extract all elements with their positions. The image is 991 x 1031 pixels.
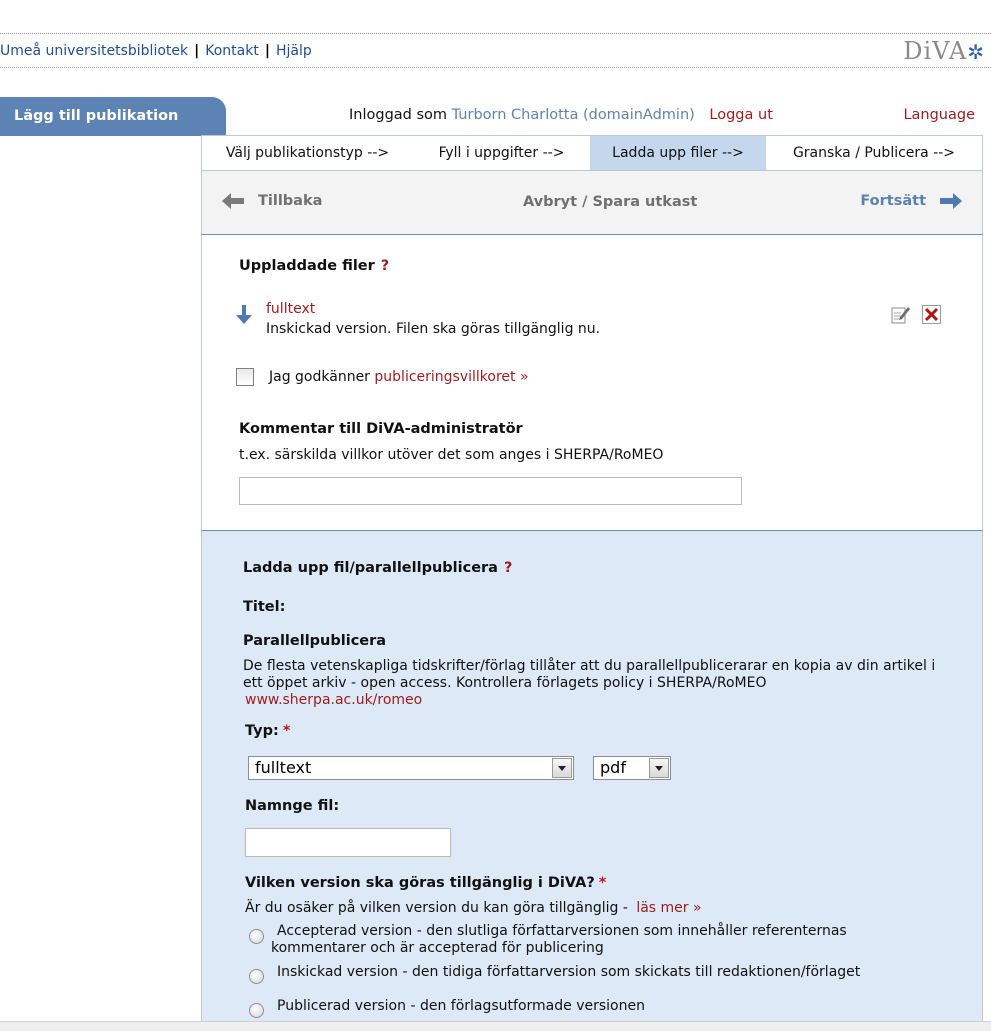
comment-hint: t.ex. särskilda villkor utöver det som anges i SHERPA/RoMEO [239, 447, 664, 463]
file-link-fulltext[interactable]: fulltext [266, 301, 316, 317]
file-description: Inskickad version. Filen ska göras tillgänglig nu. [266, 321, 601, 337]
format-select[interactable] [593, 756, 671, 780]
chevron-down-icon[interactable] [649, 758, 669, 778]
step-fill-details[interactable]: Fyll i uppgifter --> [438, 145, 565, 161]
edit-icon[interactable] [891, 305, 910, 324]
link-contact[interactable]: Kontakt [205, 43, 259, 59]
comment-input[interactable] [239, 477, 742, 505]
read-more-link[interactable]: läs mer » [636, 900, 702, 916]
continue-label: Fortsätt [860, 193, 926, 209]
accept-terms-label: Jag godkänner [269, 369, 370, 385]
continue-button[interactable] [860, 193, 962, 209]
required-marker: * [598, 875, 607, 891]
uploaded-files-section [201, 235, 983, 531]
type-select[interactable] [248, 756, 574, 780]
file-name-label: Namnge fil: [245, 798, 340, 814]
star-icon: ✲ [967, 40, 985, 64]
version-heading [245, 875, 606, 891]
add-publication-tab[interactable] [0, 97, 226, 136]
arrow-right-icon [940, 193, 962, 209]
logged-in-user[interactable]: Turborn Charlotta (domainAdmin) [451, 107, 695, 123]
required-marker: * [282, 723, 291, 739]
diva-logo[interactable] [903, 37, 985, 65]
add-publication-label: Lägg till publikation [14, 108, 179, 124]
step-upload-files[interactable]: Ladda upp filer --> [590, 136, 766, 170]
type-label-text: Typ: [245, 723, 279, 739]
upload-file-section [201, 531, 983, 1030]
sherpa-romeo-link[interactable]: www.sherpa.ac.uk/romeo [245, 692, 423, 708]
version-heading-text: Vilken version ska göras tillgänglig i DiVA? [245, 875, 595, 891]
step-review-publish[interactable]: Granska / Publicera --> [792, 145, 956, 161]
top-bar [0, 33, 991, 68]
file-name-input[interactable] [245, 828, 451, 857]
cancel-save-draft-link[interactable]: Avbryt / Spara utkast [523, 194, 698, 210]
login-info [349, 107, 773, 123]
radio-accepted-version[interactable] [249, 929, 264, 944]
uploaded-files-title: Uppladdade filer [239, 258, 375, 274]
chevron-down-icon[interactable] [552, 758, 572, 778]
upload-title: Ladda upp fil/parallellpublicera [243, 560, 498, 576]
option-published-version: Publicerad version - den förlagsutformade versionen [277, 998, 645, 1014]
separator: | [194, 43, 200, 59]
help-icon[interactable]: ? [503, 560, 513, 576]
arrow-left-icon [222, 193, 244, 209]
option-accepted-version [271, 923, 911, 957]
uploaded-files-heading [239, 258, 389, 274]
language-link[interactable]: Language [903, 107, 975, 123]
back-label: Tillbaka [258, 193, 323, 209]
comment-heading: Kommentar till DiVA-administratör [239, 421, 523, 437]
title-label: Titel: [243, 599, 286, 615]
step-choose-type[interactable]: Välj publikationstyp --> [225, 145, 390, 161]
navigation-bar [201, 171, 983, 235]
version-hint-text: Är du osäker på vilken version du kan göra tillgänglig - [245, 900, 628, 916]
help-icon[interactable]: ? [380, 258, 390, 274]
back-button[interactable] [222, 193, 322, 209]
logout-link[interactable]: Logga ut [709, 107, 773, 123]
delete-icon[interactable] [922, 305, 941, 324]
upload-heading [243, 560, 512, 576]
radio-published-version[interactable] [249, 1003, 264, 1018]
type-label [245, 723, 290, 739]
parallel-publish-text: De flesta vetenskapliga tidskrifter/förlag tillåter att du parallellpublicerarar en kopia av din artikel i ett öppet arkiv - open access. Kontrollera förlagets policy i SHERPA/RoMEO [243, 658, 936, 691]
top-links [0, 43, 312, 59]
type-select-value: fulltext [255, 758, 312, 777]
login-prefix: Inloggad som [349, 107, 448, 123]
publishing-terms-link[interactable]: publiceringsvillkoret » [374, 369, 529, 385]
radio-submitted-version[interactable] [249, 969, 264, 984]
logo-text: DiVA [903, 37, 968, 65]
download-arrow-icon[interactable] [236, 305, 252, 325]
link-help[interactable]: Hjälp [275, 43, 312, 59]
accept-terms-text [269, 369, 529, 385]
option-submitted-version: Inskickad version - den tidiga författarversion som skickats till redaktionen/förlaget [277, 964, 861, 980]
format-select-value: pdf [600, 758, 626, 777]
version-hint [245, 900, 702, 916]
parallel-publish-heading: Parallellpublicera [243, 633, 387, 649]
option-accepted-text: Accepterad version - den slutliga författarversionen som innehåller referenternas kommentarer och är accepterad för publicering [271, 923, 847, 956]
link-library[interactable]: Umeå universitetsbibliotek [0, 43, 189, 59]
separator: | [264, 43, 270, 59]
step-bar [201, 135, 983, 171]
accept-terms-checkbox[interactable] [236, 368, 254, 386]
